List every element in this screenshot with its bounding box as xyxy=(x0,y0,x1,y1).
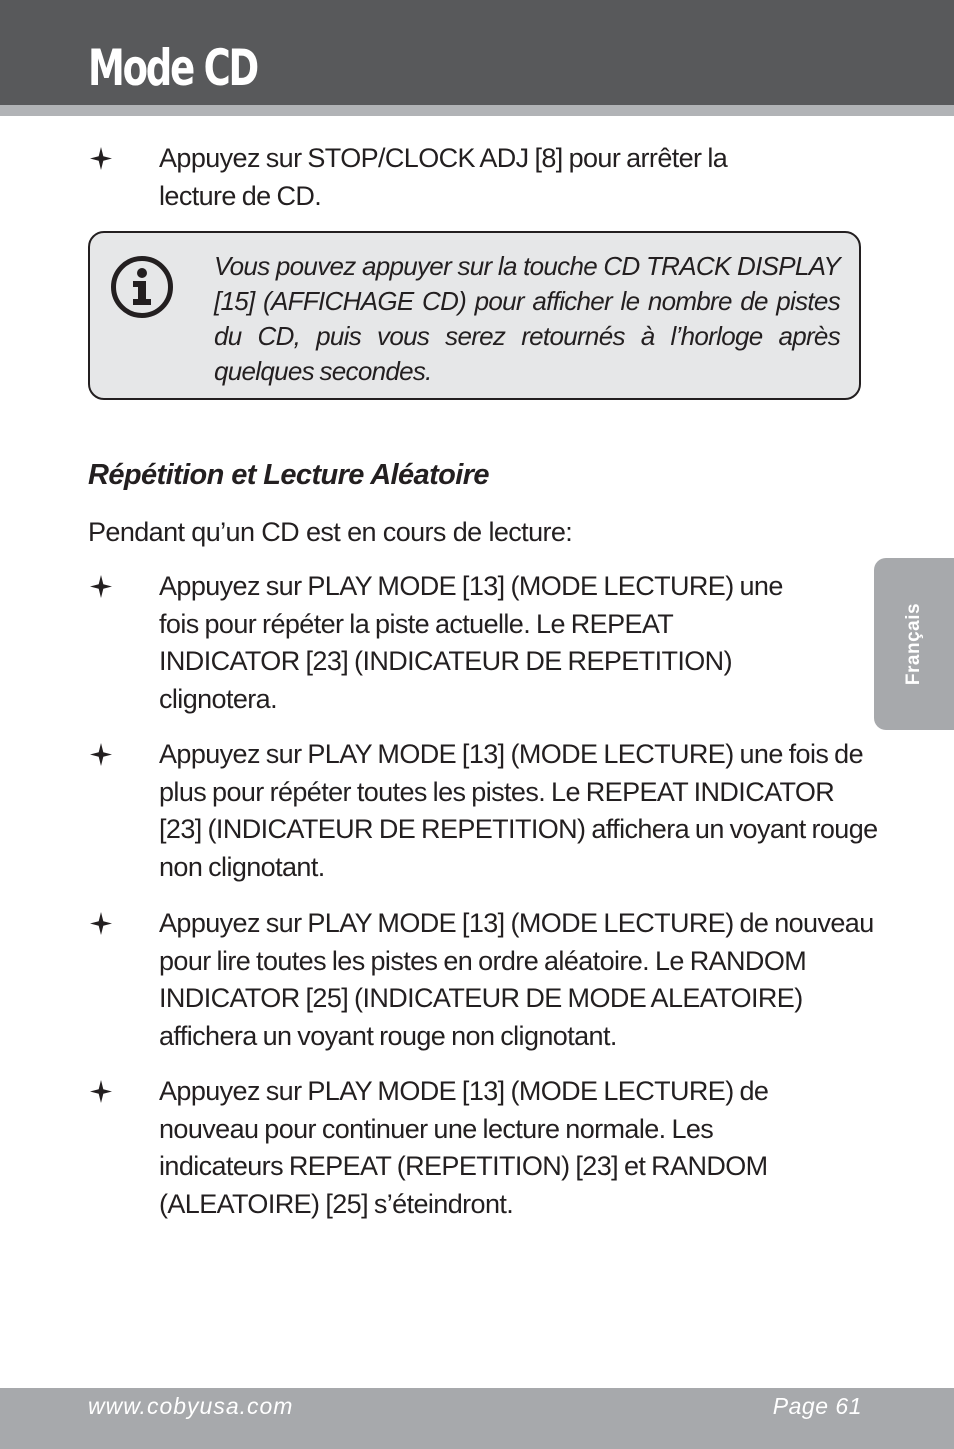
four-point-star-icon xyxy=(88,736,116,774)
section-intro: Pendant qu’un CD est en cours de lecture: xyxy=(88,517,573,547)
bullet-text: Appuyez sur PLAY MODE [13] (MODE LECTURE) de nouveau pour lire toutes les pistes en ordre aléatoire. Le RANDOM INDICATOR [25] (INDICATEUR DE MODE ALEATOIRE) affichera un voyant rouge non clignotant. xyxy=(159,908,874,1052)
page-header xyxy=(0,0,954,105)
note-box xyxy=(88,231,861,400)
page-title: Mode CD xyxy=(88,39,258,97)
language-tab xyxy=(874,558,954,730)
page-number: Page 61 xyxy=(772,1393,862,1419)
info-icon xyxy=(110,255,174,319)
four-point-star-icon xyxy=(88,1073,116,1111)
bullet-text: Appuyez sur STOP/CLOCK ADJ [8] pour arrêter la lecture de CD. xyxy=(159,143,728,211)
four-point-star-icon xyxy=(88,568,116,606)
page-footer xyxy=(0,1388,954,1449)
section-heading: Répétition et Lecture Aléatoire xyxy=(88,459,489,491)
bullet-text: Appuyez sur PLAY MODE [13] (MODE LECTURE) de nouveau pour continuer une lecture normale. Les indicateurs REPEAT (REPETITION) [23] et RANDOM (ALEATOIRE) [25] s’éteindront. xyxy=(159,1076,769,1220)
bullet-text: Appuyez sur PLAY MODE [13] (MODE LECTURE) une fois de plus pour répéter toutes les pistes. Le REPEAT INDICATOR [23] (INDICATEUR DE REPETITION) affichera un voyant rouge non clignotant. xyxy=(159,739,878,883)
footer-url: www.cobyusa.com xyxy=(88,1393,294,1419)
header-rule xyxy=(0,105,954,116)
four-point-star-icon xyxy=(88,140,116,178)
four-point-star-icon xyxy=(88,905,116,943)
bullet-text: Appuyez sur PLAY MODE [13] (MODE LECTURE) une fois pour répéter la piste actuelle. Le REPEAT INDICATOR [23] (INDICATEUR DE REPETITION) clignotera. xyxy=(159,571,783,715)
language-tab-label: Français xyxy=(903,602,924,686)
note-text: Vous pouvez appuyer sur la touche CD TRACK DISPLAY [15] (AFFICHAGE CD) pour afficher le nombre de pistes du CD, puis vous serez retournés à l’horloge après quelques secondes. xyxy=(214,251,840,386)
